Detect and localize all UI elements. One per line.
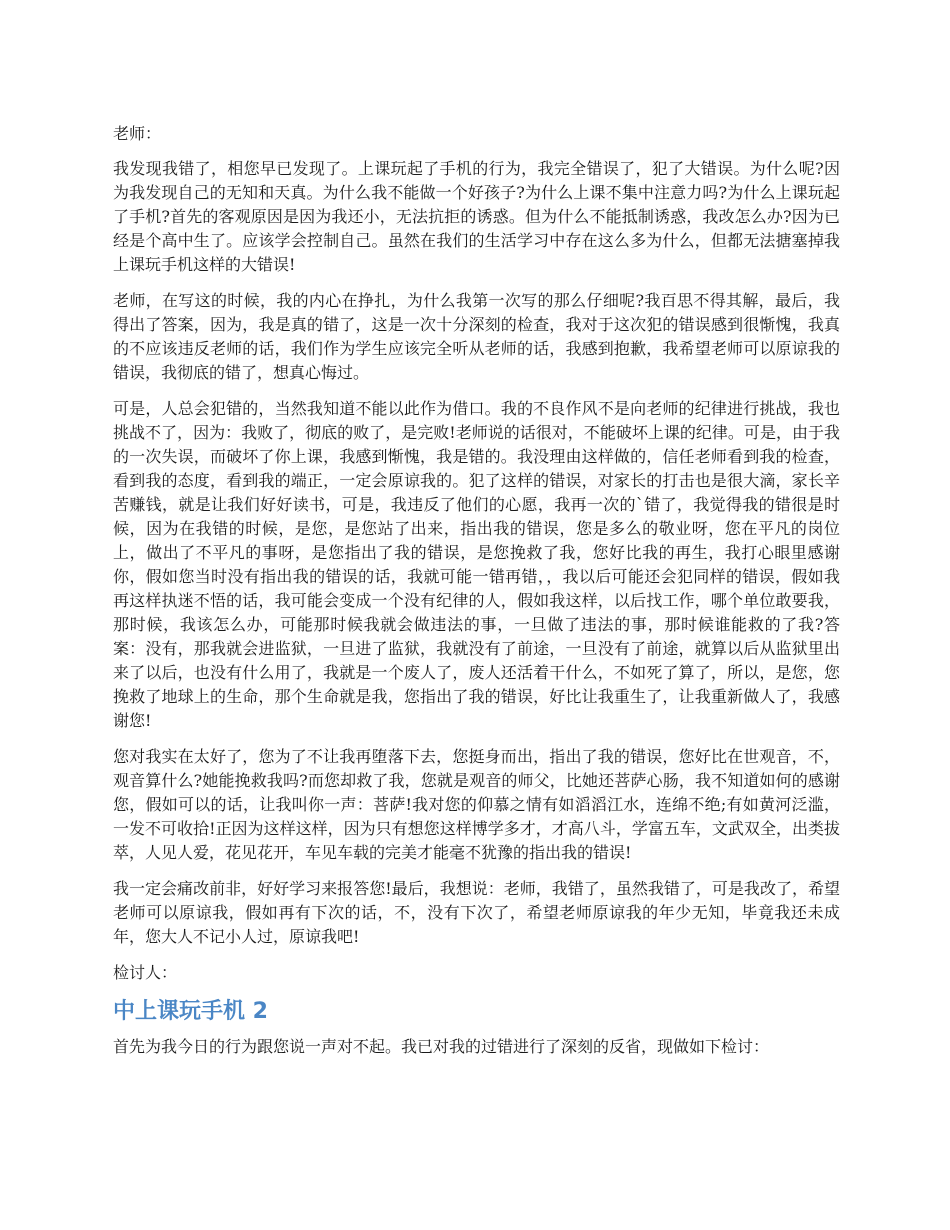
section-intro-paragraph: 首先为我今日的行为跟您说一声对不起。我已对我的过错进行了深刻的反省，现做如下检讨： [113,1037,770,1056]
paragraph-5: 我一定会痛改前非，好好学习来报答您!最后，我想说：老师，我错了，虽然我错了，可是我改了，希望老师可以原谅我，假如再有下次的话，不，没有下次了，希望老师原谅我的年少无知，毕竟我还未成年，您大人不记小人过，原谅我吧! [113,879,840,946]
signature-label: 检讨人： [113,963,178,982]
document-body [113,122,840,1071]
paragraph-4: 您对我实在太好了，您为了不让我再堕落下去，您挺身而出，指出了我的错误，您好比在世观音，不，观音算什么?她能挽救我吗?而您却救了我，您就是观音的师父，比她还菩萨心肠，我不知道如何的感谢您，假如可以的话，让我叫你一声：菩萨!我对您的仰慕之情有如滔滔江水，连绵不绝;有如黄河泛滥，一发不可收拾!正因为这样这样，因为只有想您这样博学多才，才高八斗，学富五车，文武双全，出类拔萃，人见人爱，花见花开，车见车载的完美才能毫不犹豫的指出我的错误! [113,747,840,862]
paragraph-3: 可是，人总会犯错的，当然我知道不能以此作为借口。我的不良作风不是向老师的纪律进行挑战，我也挑战不了，因为：我败了，彻底的败了，是完败!老师说的话很对，不能破坏上课的纪律。可是，由于我的一次失误，而破坏了你上课，我感到惭愧，我是错的。我没理由这样做的，信任老师看到我的检查，看到我的态度，看到我的端正，一定会原谅我的。犯了这样的错误，对家长的打击也是很大滴，家长辛苦赚钱，就是让我们好好读书，可是，我违反了他们的心愿，我再一次的`错了，我觉得我的错很是时候，因为在我错的时候，是您，是您站了出来，指出我的错误，您是多么的敬业呀，您在平凡的岗位上，做出了不平凡的事呀，是您指出了我的错误，是您挽救了我，您好比我的再生，我打心眼里感谢你，假如您当时没有指出我的错误的话，我就可能一错再错，，我以后可能还会犯同样的错误，假如我再这样执迷不悟的话，我可能会变成一个没有纪律的人，假如我这样，以后找工作，哪个单位敢要我，那时候，我该怎么办，可能那时候我就会做违法的事，一旦做了违法的事，那时候谁能救的了我?答案：没有，那我就会进监狱，一旦进了监狱，我就没有了前途，一旦没有了前途，就算以后从监狱里出来了以后，也没有什么用了，我就是一个废人了，废人还活着干什么，不如死了算了，所以，是您，您挽救了地球上的生命，那个生命就是我，您指出了我的错误，好比让我重生了，让我重新做人了，我感谢您! [113,399,840,730]
section-heading: 中上课玩手机 2 [113,999,268,1024]
greeting: 老师： [113,124,162,143]
paragraph-2: 老师，在写这的时候，我的内心在挣扎，为什么我第一次写的那么仔细呢?我百思不得其解，最后，我得出了答案，因为，我是真的错了，这是一次十分深刻的检查，我对于这次犯的错误感到很惭愧，我真的不应该违反老师的话，我们作为学生应该完全听从老师的话，我感到抱歉，我希望老师可以原谅我的错误，我彻底的错了，想真心悔过。 [113,291,840,382]
paragraph-1: 我发现我错了，相您早已发现了。上课玩起了手机的行为，我完全错误了，犯了大错误。为什么呢?因为我发现自己的无知和天真。为什么我不能做一个好孩子?为什么上课不集中注意力吗?为什么上课玩起了手机?首先的客观原因是因为我还小，无法抗拒的诱惑。但为什么不能抵制诱惑，我改怎么办?因为已经是个高中生了。应该学会控制自己。虽然在我们的生活学习中存在这么多为什么，但都无法搪塞掉我上课玩手机这样的大错误! [113,159,840,274]
